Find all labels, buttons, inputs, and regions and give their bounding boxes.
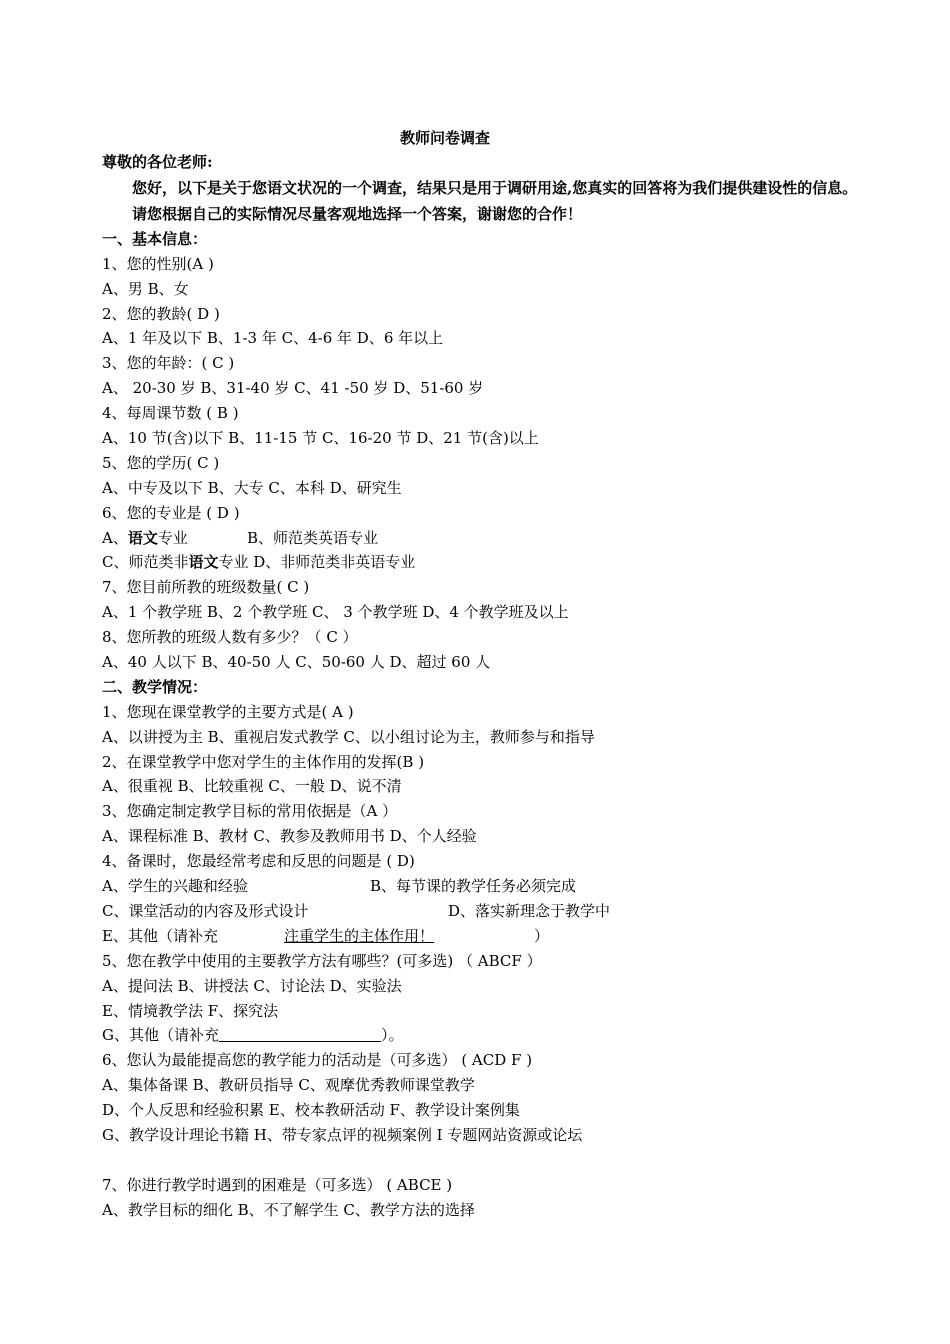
options: D、个人反思和经验积累 E、校本教研活动 F、教学设计案例集 [102,1101,520,1120]
question: 2、在课堂教学中您对学生的主体作用的发挥(B ) [102,752,425,771]
options: A、1 个教学班 B、2 个教学班 C、 3 个教学班 D、4 个教学班及以上 [102,603,569,622]
question: 7、你进行教学时遇到的困难是（可多选） ( ABCE ) [102,1175,453,1194]
question: 5、您的学历( C ) [102,453,220,472]
greeting: 尊敬的各位老师: [102,153,213,171]
options: G、教学设计理论书籍 H、带专家点评的视频案例 I 专题网站资源或论坛 [102,1125,583,1144]
question: 7、您目前所教的班级数量( C ) [102,578,310,597]
options [102,899,862,924]
question: 4、每周课节数 ( B ) [102,404,239,423]
option-suffix: 专业 [157,528,188,547]
fill-in-blank [219,1025,381,1042]
option-a: A、学生的兴趣和经验 [102,877,248,896]
options [102,924,862,949]
question: 6、您的专业是 ( D ) [102,503,240,522]
question: 1、您的性别(A ) [102,254,214,273]
options [102,1023,862,1048]
option-bold: 语文 [188,553,219,572]
section-teaching: 二、教学情况： [102,677,208,696]
section-basic-info: 一、基本信息： [102,229,208,248]
options: A、提问法 B、讲授法 C、讨论法 D、实验法 [102,976,402,995]
option-b: B、师范类英语专业 [247,528,379,547]
options: A、40 人以下 B、40-50 人 C、50-60 人 D、超过 60 人 [102,653,491,672]
options: A、教学目标的细化 B、不了解学生 C、教学方法的选择 [102,1200,475,1219]
options [102,526,862,551]
option-c: C、课堂活动的内容及形式设计 [102,901,309,920]
options: A、男 B、女 [102,279,189,298]
question: 6、您认为最能提高您的教学能力的活动是（可多选） ( ACD F ) [102,1051,533,1070]
options [102,874,862,899]
options: A、1 年及以下 B、1-3 年 C、4-6 年 D、6 年以上 [102,329,444,348]
question: 5、您在教学中使用的主要教学方法有哪些？(可多选) （ ABCF ） [102,951,542,970]
question: 4、备课时，您最经常考虑和反思的问题是 ( D) [102,852,415,871]
option-e-close: ） [533,926,549,945]
options: A、课程标准 B、教材 C、教参及教师用书 D、个人经验 [102,827,477,846]
fill-in-answer: 注重学生的主体作用！ [283,926,434,945]
options: A、中专及以下 B、大专 C、本科 D、研究生 [102,478,402,497]
option-prefix: C、师范类非 [102,553,189,572]
question: 3、您确定制定教学目标的常用依据是（A ） [102,802,398,821]
document-body [102,150,862,1223]
options: A、10 节(含)以下 B、11-15 节 C、16-20 节 D、21 节(含)以上 [102,429,539,448]
options: A、 20-30 岁 B、31-40 岁 C、41 -50 岁 D、51-60 岁 [102,379,484,398]
option-e-label: E、其他（请补充 [102,926,218,945]
spacer [102,1148,862,1173]
option-d: D、落实新理念于教学中 [448,901,611,920]
option-bold: 语文 [127,528,158,547]
options: A、集体备课 B、教研员指导 C、观摩优秀教师课堂教学 [102,1076,475,1095]
option-prefix: A、 [102,528,128,547]
intro-paragraph: 您好，以下是关于您语文状况的一个调查，结果只是用于调研用途,您真实的回答将为我们提供建设性的信息。请您根据自己的实际情况尽量客观地选择一个答案，谢谢您的合作！ [132,178,858,223]
options: A、很重视 B、比较重视 C、一般 D、说不清 [102,777,402,796]
option-b: B、每节课的教学任务必须完成 [370,877,577,896]
document-title: 教师问卷调查 [399,129,490,147]
options: E、情境教学法 F、探究法 [102,1001,279,1020]
question: 2、您的教龄( D ) [102,304,220,323]
option-suffix: 专业 D、非师范类非英语专业 [218,553,416,572]
question: 1、您现在课堂教学的主要方式是( A ) [102,702,354,721]
option-g-label: G、其他（请补充 [102,1026,219,1045]
question: 8、您所教的班级人数有多少？（ C ） [102,628,358,647]
options [102,550,862,575]
question: 3、您的年龄：( C ) [102,354,235,373]
option-g-close: ）。 [380,1026,404,1045]
options: A、以讲授为主 B、重视启发式教学 C、以小组讨论为主，教师参与和指导 [102,727,595,746]
